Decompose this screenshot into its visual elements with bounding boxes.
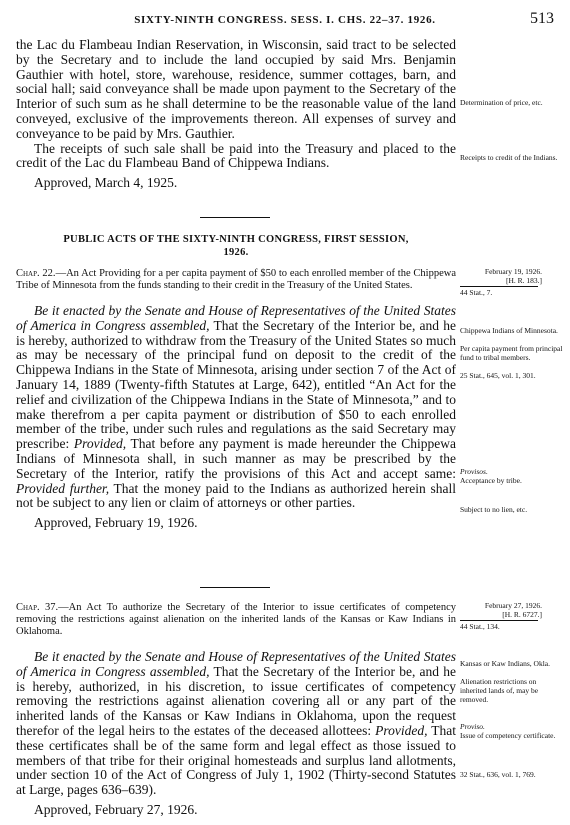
- margin-note-receipts: Receipts to credit of the Indians.: [460, 153, 558, 162]
- chapter-22-margin-note-1: Chippewa Indians of Minnesota.: [460, 326, 558, 335]
- chapter-22-title: —An Act Providing for a per capita payment of $50 to each enrolled member of the Chippewa Tribe of Minnesota from the funds standing to their credit in the Treasury of the United States.: [16, 268, 456, 291]
- chapter-22-heading: [16, 268, 456, 292]
- chapter-22-body-1: That the Secretary of the Interior be, and he is hereby, authorized to withdraw from the Treasury of the United States so much as may be necessary of the principal fund on deposit to the credit of the Chippewa Indians in the State of Minnesota, arising under section 7 of the Act of January 14, 1889 (Twenty-fifth Statutes at Large, 642), entitled “An Act for the relief and civilization of the Chippewa Indians in the State of Minnesota,” and to make therefrom a per capita payment or distribution of $50 to each enrolled member of the tribe, under such rules and regulations as the said Secretary may prescribe:: [16, 317, 456, 452]
- chapter-22-margin-citation: [460, 268, 564, 297]
- section-title-line2: 1926.: [223, 247, 249, 258]
- section-title: [16, 233, 456, 259]
- chapter-37-approved: Approved, February 27, 1926.: [34, 801, 198, 817]
- chapter-37-label: Chap. 37.: [16, 602, 59, 613]
- chapter-37-title: —An Act To authorize the Secretary of the Interior to issue certificates of competency removing the restrictions against alienation on the inherited lands of the Kansas or Kaw Indians in Oklahoma.: [16, 602, 456, 637]
- receipts-paragraph: The receipts of such sale shall be paid into the Treasury and placed to the credit of the Lac du Flambeau Band of Chippewa Indians.: [16, 140, 456, 171]
- continuation-paragraph: the Lac du Flambeau Indian Reservation, in Wisconsin, said tract to be selected by the Secretary and to include the land occupied by said Mrs. Benjamin Gauthier with hotel, store, warehouse, residence, summer cottages, barn, and social hall; said conveyance shall be made upon payment to the Secretary of the Interior of such sum as he shall determine to be the reasonable value of the land conveyed, exclusive of the improvements thereon. All expenses of survey and conveyance to be paid by Mrs. Gauthier.: [16, 37, 456, 141]
- margin-underline: [460, 620, 538, 621]
- chapter-22-margin-note-5: Subject to no lien, etc.: [460, 505, 528, 514]
- chapter-22-body-3: That the money paid to the Indians as authorized herein shall not be subject to any lien or claim of attorneys or other parties.: [16, 480, 456, 511]
- page-header: [14, 10, 556, 32]
- chapter-37-bill: [H. R. 6727.]: [502, 609, 542, 619]
- chapter-22-label: Chap. 22.: [16, 268, 56, 279]
- enacting-clause: Be it enacted by the Senate and House of Representatives of the United States of America in Congress assembled,: [16, 649, 456, 679]
- chapter-22-stat: 44 Stat., 7.: [460, 288, 493, 297]
- chapter-37-margin-note-4: 32 Stat., 636, vol. 1, 769.: [460, 770, 536, 779]
- chapter-37-stat: 44 Stat., 134.: [460, 622, 500, 631]
- margin-note-determination: Determination of price, etc.: [460, 98, 543, 107]
- chapter-divider: [200, 587, 270, 588]
- chapter-37-margin-citation: [460, 602, 564, 631]
- chapter-22-margin-provisos: [460, 467, 564, 485]
- chapter-22-date: February 19, 1926.: [484, 267, 542, 276]
- chapter-22-margin-note-4: Acceptance by tribe.: [460, 476, 522, 485]
- enacting-clause: Be it enacted by the Senate and House of Representatives of the United States of America in Congress assembled,: [16, 303, 456, 333]
- chapter-37-date: February 27, 1926.: [484, 601, 542, 610]
- approved-line: Approved, March 4, 1925.: [34, 175, 178, 191]
- chapter-22-bill: [H. R. 183.]: [505, 275, 542, 285]
- chapter-22: [16, 268, 456, 530]
- chapter-37-margin-note-3: Issue of competency certificate.: [460, 731, 556, 740]
- proviso-1: Provided,: [73, 436, 127, 452]
- proviso-2: Provided further,: [16, 480, 110, 496]
- running-head: SIXTY-NINTH CONGRESS. SESS. I. CHS. 22–37. 1926.: [134, 14, 436, 26]
- chapter-37-heading: [16, 602, 456, 638]
- chapter-37-body: [16, 650, 456, 798]
- chapter-22-body: [16, 304, 456, 511]
- chapter-22-approved: Approved, February 19, 1926.: [34, 515, 198, 531]
- section-title-line1: PUBLIC ACTS OF THE SIXTY-NINTH CONGRESS, FIRST SESSION,: [63, 234, 409, 245]
- margin-underline: [460, 286, 538, 287]
- provisos-label: Provisos.: [460, 467, 488, 476]
- chapter-22-margin-note-2: Per capita payment from principal fund to tribal members.: [460, 344, 563, 362]
- page-number: 513: [530, 10, 554, 27]
- chapter-37-body-1: That the Secretary of the Interior be, and he is hereby, authorized, in his discretion, to issue certificates of competency removing the restrictions against alienation covering all or any part of the inherited lands of the Kansas or Kaw Indians in Oklahoma, upon the request therefor of the legal heirs to the estates of the deceased allottees:: [16, 663, 456, 738]
- section-divider: [200, 217, 270, 218]
- proviso-label: Proviso.: [460, 722, 485, 731]
- proviso-1: Provided,: [375, 722, 428, 738]
- chapter-37-body-2: That these certificates shall be of the same form and legal effect as those issued to members of that tribe for their original homesteads and surplus land allotments, under section 10 of the Act of Congress of July 1, 1902 (Thirty-second Statutes at Large, pages 636–639).: [16, 722, 456, 798]
- chapter-37-margin-note-2: Alienation restrictions on inherited lands of, may be removed.: [460, 677, 539, 704]
- chapter-22-margin-note-3: 25 Stat., 645, vol. 1, 301.: [460, 371, 536, 380]
- chapter-37: [16, 602, 456, 817]
- continuation-block: [16, 38, 456, 190]
- chapter-37-margin-note-1: Kansas or Kaw Indians, Okla.: [460, 659, 550, 668]
- chapter-22-body-2: That before any payment is made hereunder the Chippewa Indians of Minnesota shall, in such manner as may be prescribed by the Secretary of the Interior, ratify the provisions of this Act and accept same:: [16, 436, 456, 481]
- chapter-37-margin-proviso: [460, 722, 564, 740]
